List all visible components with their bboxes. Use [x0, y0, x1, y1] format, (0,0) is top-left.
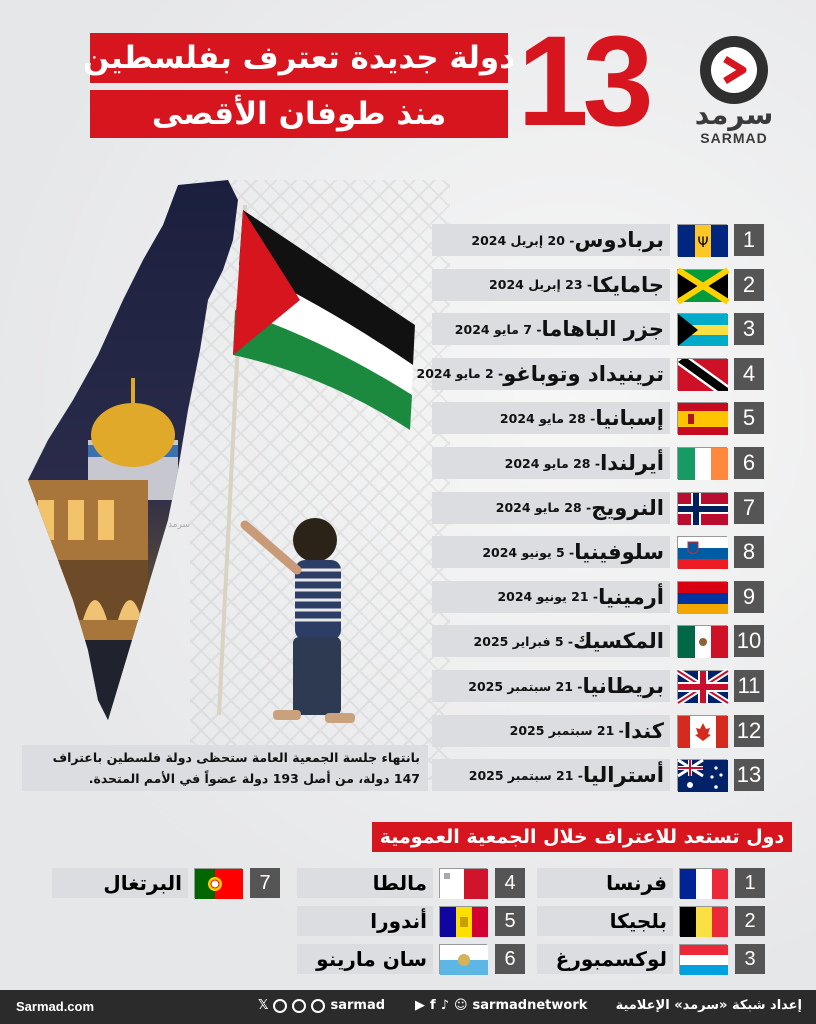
social-links [258, 998, 587, 1013]
country-number: 9 [734, 581, 764, 613]
barbados-flag [677, 224, 727, 256]
country-name: أرمينيا [598, 584, 664, 609]
recognition-date: - 21 سبتمبر 2025 [509, 723, 624, 739]
country-text [432, 581, 670, 613]
map-watermark: سرمد [168, 520, 191, 530]
country-name: جامايكا [592, 272, 664, 297]
pending-country-name: سان مارينو [297, 944, 433, 974]
trinidad-flag [677, 358, 727, 390]
france-flag [679, 868, 727, 898]
x-icon[interactable]: 𝕏 [258, 998, 269, 1013]
pending-country-number: 7 [250, 868, 280, 898]
country-name: جزر الباهاما [541, 317, 664, 342]
threads-icon[interactable] [311, 999, 325, 1013]
country-row [432, 759, 764, 791]
country-name: بربادوس [574, 228, 664, 252]
country-number: 5 [734, 402, 764, 434]
headline-line-1: دولة جديدة تعترف بفلسطين [90, 33, 508, 83]
country-row [432, 670, 764, 702]
palestine-flag-child-image [205, 205, 445, 745]
snapchat-icon[interactable]: ☺ [453, 998, 468, 1013]
country-text [432, 313, 670, 345]
country-name: النرويج [591, 495, 664, 520]
mexico-flag [677, 625, 727, 657]
tiktok-icon[interactable]: ♪ [440, 998, 449, 1013]
country-row [432, 492, 764, 524]
country-number: 4 [734, 358, 764, 390]
handle-sarmadnetwork[interactable]: sarmadnetwork [472, 998, 588, 1013]
country-number: 8 [734, 536, 764, 568]
country-number: 1 [734, 224, 764, 256]
recognition-date: - 28 مايو 2024 [499, 410, 596, 426]
pending-country-number: 3 [735, 944, 765, 974]
country-row [432, 447, 764, 479]
country-text [432, 536, 670, 568]
country-row [432, 581, 764, 613]
country-text [432, 759, 670, 791]
norway-flag [677, 492, 727, 524]
country-name: أستراليا [582, 763, 664, 788]
logo-name-ar: سرمد [694, 98, 774, 131]
country-text [432, 224, 670, 256]
recognition-date: - 5 يونيو 2024 [482, 544, 575, 560]
country-text [432, 402, 670, 434]
pending-country-row [537, 868, 765, 898]
pending-country-name: أندورا [297, 906, 433, 936]
recognition-date: - 28 مايو 2024 [504, 455, 601, 471]
svg-text:Ψ: Ψ [697, 235, 709, 251]
whatsapp-icon[interactable] [292, 999, 306, 1013]
country-number: 2 [734, 269, 764, 301]
country-name: سلوفينيا [574, 540, 664, 565]
slovenia-flag [677, 536, 727, 568]
logo-name-en: SARMAD [700, 130, 768, 146]
country-text [432, 670, 670, 702]
credit-text: إعداد شبكة «سرمد» الإعلامية [615, 998, 802, 1013]
country-number: 7 [734, 492, 764, 524]
pending-country-number: 6 [495, 944, 525, 974]
country-row [432, 269, 764, 301]
country-name: بريطانيا [582, 674, 664, 698]
country-name: المكسيك [573, 629, 664, 654]
australia-flag [677, 759, 727, 791]
country-number: 3 [734, 313, 764, 345]
recognition-date: - 21 سبتمبر 2025 [468, 767, 583, 783]
pending-country-name: بلجيكا [537, 906, 673, 936]
pending-country-name: البرتغال [52, 868, 188, 898]
recognition-date: - 5 فبراير 2025 [473, 633, 574, 649]
andorra-flag [439, 906, 487, 936]
pending-country-row [297, 868, 525, 898]
armenia-flag [677, 581, 727, 613]
canada-flag [677, 715, 727, 747]
recognition-date: - 20 إبريل 2024 [471, 232, 575, 248]
sarmad-logo-icon [700, 36, 768, 104]
recognition-date: - 21 يونيو 2024 [497, 589, 599, 605]
recognition-date: - 23 إبريل 2024 [489, 277, 593, 293]
pending-country-name: لوكسمبورغ [537, 944, 673, 974]
country-row [432, 625, 764, 657]
country-number: 10 [734, 625, 764, 657]
pending-country-row [297, 944, 525, 974]
pending-country-number: 1 [735, 868, 765, 898]
pending-country-row [537, 944, 765, 974]
footer-bar [0, 990, 816, 1024]
bahamas-flag [677, 313, 727, 345]
country-name: أيرلندا [600, 451, 664, 475]
country-row [432, 313, 764, 345]
country-text [432, 269, 670, 301]
pending-country-number: 5 [495, 906, 525, 936]
luxembourg-flag [679, 944, 727, 974]
country-text [432, 492, 670, 524]
pending-country-number: 2 [735, 906, 765, 936]
country-text [416, 358, 670, 390]
malta-flag [439, 868, 487, 898]
country-row [432, 224, 764, 256]
youtube-icon[interactable]: ▶ [415, 998, 426, 1013]
facebook-icon[interactable]: f [430, 998, 436, 1013]
pending-country-name: مالطا [297, 868, 433, 898]
country-text [432, 447, 670, 479]
sanmarino-flag [439, 944, 487, 974]
handle-sarmad[interactable]: sarmad [330, 998, 386, 1013]
country-name: إسبانيا [595, 406, 664, 431]
country-number: 11 [734, 670, 764, 702]
headline-line-2: منذ طوفان الأقصى [90, 90, 508, 138]
uk-flag [677, 670, 727, 702]
country-number: 12 [734, 715, 764, 747]
country-row [432, 536, 764, 568]
country-row [432, 715, 764, 747]
pending-country-number: 4 [495, 868, 525, 898]
pending-country-name: فرنسا [537, 868, 673, 898]
country-row [432, 402, 764, 434]
spain-flag [677, 402, 727, 434]
pending-country-row [537, 906, 765, 936]
country-name: كندا [623, 718, 664, 743]
website-link[interactable]: Sarmad.com [16, 999, 95, 1014]
jamaica-flag [677, 269, 727, 301]
recognition-date: - 2 مايو 2024 [416, 366, 504, 382]
country-number: 13 [734, 759, 764, 791]
caption-text: بانتهاء جلسة الجمعية العامة ستحظى دولة فلسطين باعتراف 147 دولة، من أصل 193 دولة عضواً في الأمم المتحدة. [22, 745, 428, 791]
country-name: ترينيداد وتوباغو [503, 361, 664, 386]
belgium-flag [679, 906, 727, 936]
ireland-flag [677, 447, 727, 479]
recognition-date: - 28 مايو 2024 [495, 500, 592, 516]
headline-number: 13 [517, 10, 648, 153]
country-text [432, 715, 670, 747]
country-row [416, 358, 764, 390]
instagram-icon[interactable] [273, 999, 287, 1013]
pending-country-row [297, 906, 525, 936]
recognition-date: - 7 مايو 2024 [454, 321, 542, 337]
portugal-flag [194, 868, 242, 898]
country-number: 6 [734, 447, 764, 479]
pending-section-title: دول تستعد للاعتراف خلال الجمعية العمومية [372, 822, 792, 852]
recognition-date: - 21 سبتمبر 2025 [468, 678, 583, 694]
pending-country-row [52, 868, 280, 898]
country-text [432, 625, 670, 657]
